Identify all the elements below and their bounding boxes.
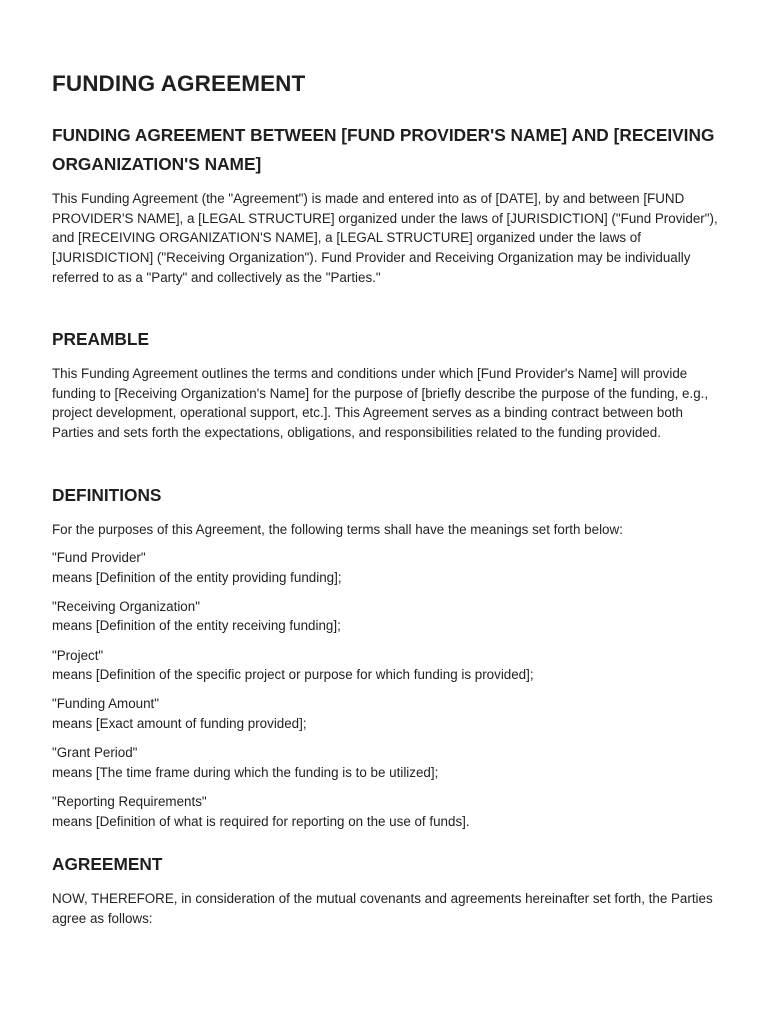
definition-term: "Grant Period" (52, 745, 138, 761)
definition-meaning: means [Definition of the specific project or purpose for which funding is provided]; (52, 667, 534, 683)
preamble-paragraph: This Funding Agreement outlines the terms and conditions under which [Fund Provider's Name] will provide funding to [Receiving Organization's Name] for the purpose of [briefly describe the purpose of the funding, e.g., project development, operational support, etc.]. This Agreement serves as a binding contract between both Parties and sets forth the expectations, obligations, and responsibilities related to the funding provided. (52, 366, 709, 441)
definitions-heading: DEFINITIONS (52, 485, 162, 505)
definition-meaning: means [Definition of the entity providing funding]; (52, 569, 342, 585)
document-title: FUNDING AGREEMENT (52, 71, 306, 96)
definition-item (52, 597, 724, 646)
definition-item (52, 646, 724, 695)
definitions-list (52, 548, 724, 841)
preamble-heading: PREAMBLE (52, 329, 149, 349)
definition-item (52, 548, 724, 597)
definition-item (52, 743, 724, 792)
definition-meaning: means [The time frame during which the funding is to be utilized]; (52, 764, 439, 780)
definition-term: "Fund Provider" (52, 550, 146, 565)
agreement-heading: AGREEMENT (52, 854, 163, 874)
definition-meaning: means [Definition of the entity receiving funding]; (52, 618, 341, 634)
definition-meaning: means [Exact amount of funding provided]; (52, 715, 307, 731)
intro-paragraph: This Funding Agreement (the "Agreement") is made and entered into as of [DATE], by and between [FUND PROVIDER'S NAME], a [LEGAL STRUCTURE] organized under the laws of [JURISDICTION] ("Fund Provider"), and [RECEIVING ORGANIZATION'S NAME], a [LEGAL STRUCTURE] organized under the laws of [JURISDICTION] ("Receiving Organization"). Fund Provider and Receiving Organization may be individually referred to as a "Party" and collectively as the "Parties." (52, 191, 718, 285)
definitions-intro: For the purposes of this Agreement, the following terms shall have the meanings set forth below: (52, 522, 623, 537)
agreement-subtitle: FUNDING AGREEMENT BETWEEN [FUND PROVIDER'S NAME] AND [RECEIVING ORGANIZATION'S NAME] (52, 125, 715, 174)
definition-item (52, 792, 724, 841)
definition-term: "Funding Amount" (52, 696, 160, 712)
definition-meaning: means [Definition of what is required for reporting on the use of funds]. (52, 813, 470, 829)
definition-item (52, 694, 724, 743)
definition-term: "Project" (52, 647, 104, 663)
definition-term: "Reporting Requirements" (52, 793, 207, 809)
definition-term: "Receiving Organization" (52, 598, 200, 614)
agreement-paragraph: NOW, THEREFORE, in consideration of the mutual covenants and agreements hereinafter set forth, the Parties agree as follows: (52, 891, 713, 926)
